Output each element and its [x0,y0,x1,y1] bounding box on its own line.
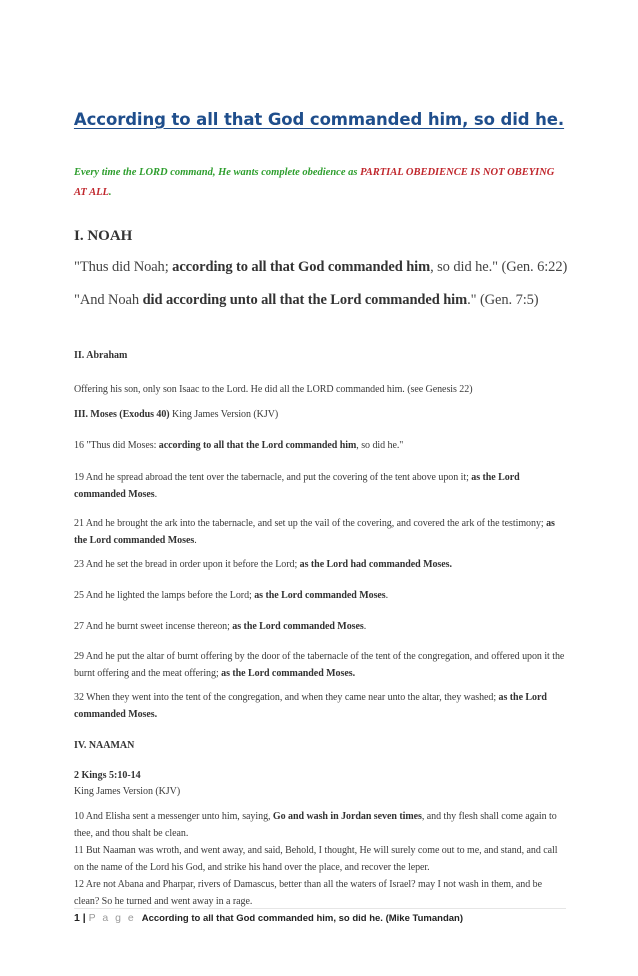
noah-quote-2-a: "And Noah [74,292,143,308]
moses-verse-25-b: as the Lord commanded Moses [254,590,386,601]
naaman-verse-12: 12 Are not Abana and Pharpar, rivers of Damascus, better than all the waters of Israel? may I not wash in them, and be clean? So he turned and went away in a rage. [74,879,542,907]
heading-naaman: IV. NAAMAN [74,740,135,751]
moses-verse-25-c: . [385,590,389,601]
moses-verse-29 [74,648,566,682]
moses-verse-19-a: 19 And he spread abroad the tent over the tabernacle, and put the covering of the tent above upon it; [74,472,472,483]
moses-verse-25-a: 25 And he lighted the lamps before the Lord; [74,590,255,601]
moses-verse-23 [74,556,566,573]
page-number: 1 [74,912,80,924]
noah-quote-1 [74,259,567,276]
moses-verse-25 [74,587,566,604]
page-word: P a g e [88,912,136,924]
heading-abraham: II. Abraham [74,350,128,361]
heading-moses-b: King James Version (KJV) [169,409,279,420]
abraham-text: Offering his son, only son Isaac to the Lord. He did all the LORD commanded him. (see Genesis 22) [74,384,473,395]
noah-quote-2-b: did according unto all that the Lord commanded him [142,292,468,308]
moses-verse-32-a: 32 When they went into the tent of the congregation, and when they came near unto the altar, they washed; [74,692,499,703]
naaman-verse-10-c: , and thy flesh shall come again to thee, and thou shalt be clean. [74,811,557,839]
moses-verse-27-b: as the Lord commanded Moses [232,621,364,632]
heading-moses-a: III. Moses (Exodus 40) [74,409,170,420]
noah-quote-1-c: , so did he." (Gen. 6:22) [430,259,568,275]
footer-text: According to all that God commanded him, so did he. (Mike Tumandan) [141,913,463,924]
moses-verse-21-a: 21 And he brought the ark into the tabernacle, and set up the vail of the covering, and covered the ark of the testimony; [74,518,547,529]
intro-red-text-2: AT ALL [74,187,109,198]
intro-red-text: PARTIAL OBEDIENCE IS NOT OBEYING [360,167,555,178]
moses-verse-29-b: as the Lord commanded Moses. [221,668,356,679]
naaman-verse-11: 11 But Naaman was wroth, and went away, and said, Behold, I thought, He will surely come out to me, and stand, and call on the name of the Lord his God, and strike his hand over the place, and recover the leper. [74,845,558,873]
moses-verse-16-b: according to all that the Lord commanded him [158,440,357,451]
page-title: According to all that God commanded him, so did he. [73,110,565,129]
moses-verse-16-a: 16 "Thus did Moses: [74,440,159,451]
footer-divider [74,908,566,909]
heading-moses [74,406,566,423]
moses-verse-32-b: as the Lord commanded Moses. [74,692,547,720]
moses-verse-27-c: . [363,621,367,632]
intro-end: . [108,187,112,198]
moses-verse-19 [74,469,566,503]
moses-verse-21-c: . [194,535,197,546]
moses-verse-27 [74,618,566,635]
naaman-version: King James Version (KJV) [74,786,181,797]
page-footer [74,912,463,924]
intro-paragraph [74,163,564,203]
noah-quote-2-c: ." (Gen. 7:5) [467,292,539,308]
footer-separator: | [82,912,86,924]
heading-noah: I. NOAH [74,228,133,244]
naaman-verse-10-b: Go and wash in Jordan seven times [272,811,422,822]
noah-quote-1-b: according to all that God commanded him [172,259,431,275]
moses-verse-19-b: as the Lord commanded Moses [74,472,520,500]
noah-quote-2 [74,292,539,309]
naaman-verse-10-a: 10 And Elisha sent a messenger unto him, saying, [74,811,273,822]
moses-verse-16 [74,437,566,454]
moses-verse-29-a: 29 And he put the altar of burnt offering by the door of the tabernacle of the tent of the congregation, and offered upon it the burnt offering and the meat offering; [74,651,565,679]
moses-verse-16-c: , so did he." [356,440,404,451]
moses-verse-19-c: . [154,489,158,500]
moses-verse-23-b: as the Lord had commanded Moses. [299,559,452,570]
noah-quote-1-a: "Thus did Noah; [74,259,173,275]
naaman-verse-10 [74,808,566,842]
moses-verse-21 [74,515,566,549]
moses-verse-21-b: as the Lord commanded Moses [74,518,555,546]
naaman-reference: 2 Kings 5:10-14 [74,770,141,781]
moses-verse-23-a: 23 And he set the bread in order upon it before the Lord; [74,559,300,570]
intro-green-text: Every time the LORD command, He wants complete obedience as [74,167,361,178]
moses-verse-27-a: 27 And he burnt sweet incense thereon; [74,621,233,632]
moses-verse-32 [74,689,566,723]
